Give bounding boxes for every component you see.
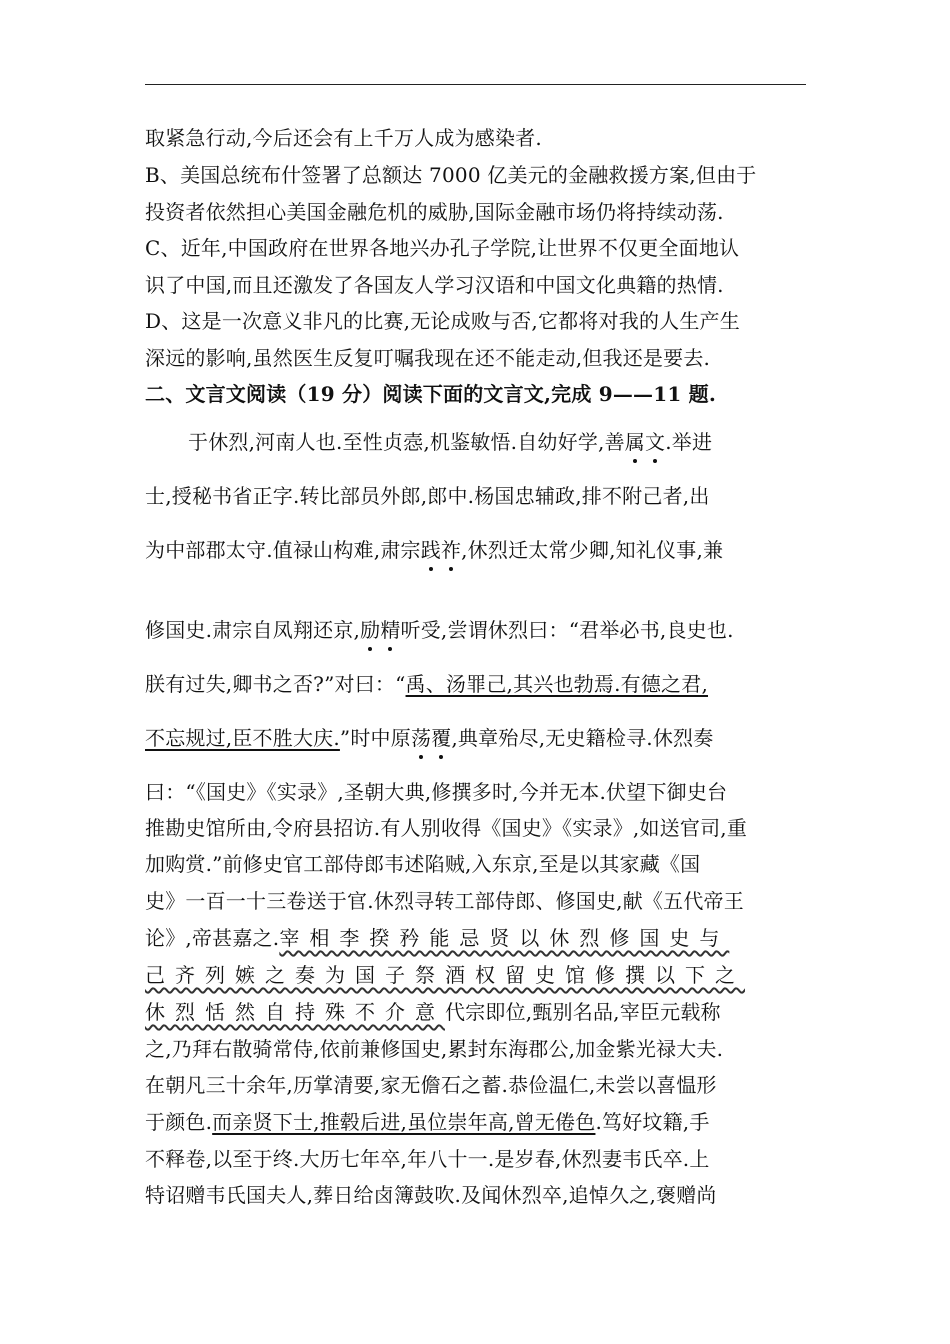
passage-text: .举进 (665, 430, 713, 454)
passage-text: 于颜色. (145, 1110, 213, 1134)
dotted-word: 精 (380, 618, 401, 642)
dotted-word: 励 (360, 618, 381, 642)
passage-text: ,休烈迁太常少卿,知礼仪事,兼 (461, 538, 724, 562)
passage-text: 于休烈,河南人也.至性贞悫,机鉴敏悟.自幼好学,善 (188, 430, 625, 454)
passage-text: .笃好坟籍,手 (595, 1110, 710, 1134)
option-d-line-1: D、这是一次意义非凡的比赛,无论成败与否,它都将对我的人生产生 (145, 309, 740, 333)
dotted-word: 践 (420, 538, 441, 562)
dotted-word: 属 (624, 430, 645, 454)
passage-line (145, 1110, 710, 1134)
passage-line (145, 672, 708, 696)
passage-line: 不释卷,以至于终.大历七年卒,年八十一.是岁春,休烈妻韦氏卒.上 (145, 1147, 710, 1171)
passage-line: 推勘史馆所由,令府县招访.有人别收得《国史》《实录》,如送官司,重 (145, 816, 748, 840)
section-heading: 二、文言文阅读（19 分）阅读下面的文言文,完成 9——11 题. (145, 382, 716, 406)
option-d-line-2: 深远的影响,虽然医生反复叮嘱我现在还不能走动,但我还是要去. (145, 346, 711, 370)
passage-line (145, 926, 729, 950)
passage-line (145, 538, 723, 562)
passage-line (145, 963, 745, 987)
passage-line: 史》一百一十三卷送于官.休烈寻转工部侍郎、修国史,献《五代帝王 (145, 889, 744, 913)
passage-text: 朕有过失,卿书之否?”对曰：“ (145, 672, 406, 696)
passage-line (188, 430, 712, 454)
wavy-underlined-text: 宰相李揆矜能忌贤以休烈修国史与 (279, 926, 730, 950)
passage-text: 代宗即位,甄别名品,宰臣元载称 (445, 1000, 721, 1024)
passage-line (145, 1000, 721, 1024)
passage-line: 曰：“《国史》《实录》,圣朝大典,修撰多时,今并无本.伏望下御史台 (145, 780, 728, 804)
wavy-underlined-text: 休烈恬然自持殊不介意 (145, 1000, 445, 1024)
wavy-underlined-text: 己齐列嫉之奏为国子祭酒权留史馆修撰以下之 (145, 963, 745, 987)
dotted-word: 荡 (410, 726, 432, 750)
passage-line: 加购赏.”前修史官工部侍郎韦述陷贼,入东京,至是以其家藏《国 (145, 852, 701, 876)
dotted-word: 祚 (440, 538, 462, 562)
passage-text: 听受,尝谓休烈曰：“君举必书,良史也. (400, 618, 734, 642)
passage-line: 特诏赠韦氏国夫人,葬日给卤簿鼓吹.及闻休烈卒,追悼久之,褒赠尚 (145, 1183, 717, 1207)
option-c-line-2: 识了中国,而且还激发了各国友人学习汉语和中国文化典籍的热情. (145, 273, 724, 297)
passage-text: 修国史.肃宗自凤翔还京, (145, 618, 361, 642)
passage-text: 为中部郡太守.值禄山构难,肃宗 (145, 538, 421, 562)
underlined-sentence: 禹、汤罪己,其兴也勃焉.有德之君, (405, 672, 709, 696)
option-b-line-1: B、美国总统布什签署了总额达 7000 亿美元的金融救援方案,但由于 (145, 163, 757, 187)
passage-text: 论》,帝甚嘉之. (145, 926, 280, 950)
passage-line (145, 726, 713, 750)
option-c-line-1: C、近年,中国政府在世界各地兴办孔子学院,让世界不仅更全面地认 (145, 236, 740, 260)
header-rule (145, 84, 806, 85)
underlined-sentence: 不忘规过,臣不胜大庆. (145, 726, 340, 750)
passage-text: ,典章殆尽,无史籍检寻.休烈奏 (451, 726, 714, 750)
passage-text: ”时中原 (339, 726, 411, 750)
option-a-continuation: 取紧急行动,今后还会有上千万人成为感染者. (145, 126, 542, 150)
dotted-word: 覆 (431, 726, 452, 750)
passage-line: 在朝凡三十余年,历掌清要,家无儋石之蓄.恭俭温仁,未尝以喜愠形 (145, 1073, 717, 1097)
underlined-sentence: 而亲贤下士,推毂后进,虽位崇年高,曾无倦色 (212, 1110, 596, 1134)
passage-line: 之,乃拜右散骑常侍,依前兼修国史,累封东海郡公,加金紫光禄大夫. (145, 1037, 724, 1061)
dotted-word: 文 (645, 430, 666, 454)
passage-line: 士,授秘书省正字.转比部员外郎,郎中.杨国忠辅政,排不附己者,出 (145, 484, 710, 508)
passage-line (145, 618, 734, 642)
option-b-line-2: 投资者依然担心美国金融危机的威胁,国际金融市场仍将持续动荡. (145, 200, 724, 224)
